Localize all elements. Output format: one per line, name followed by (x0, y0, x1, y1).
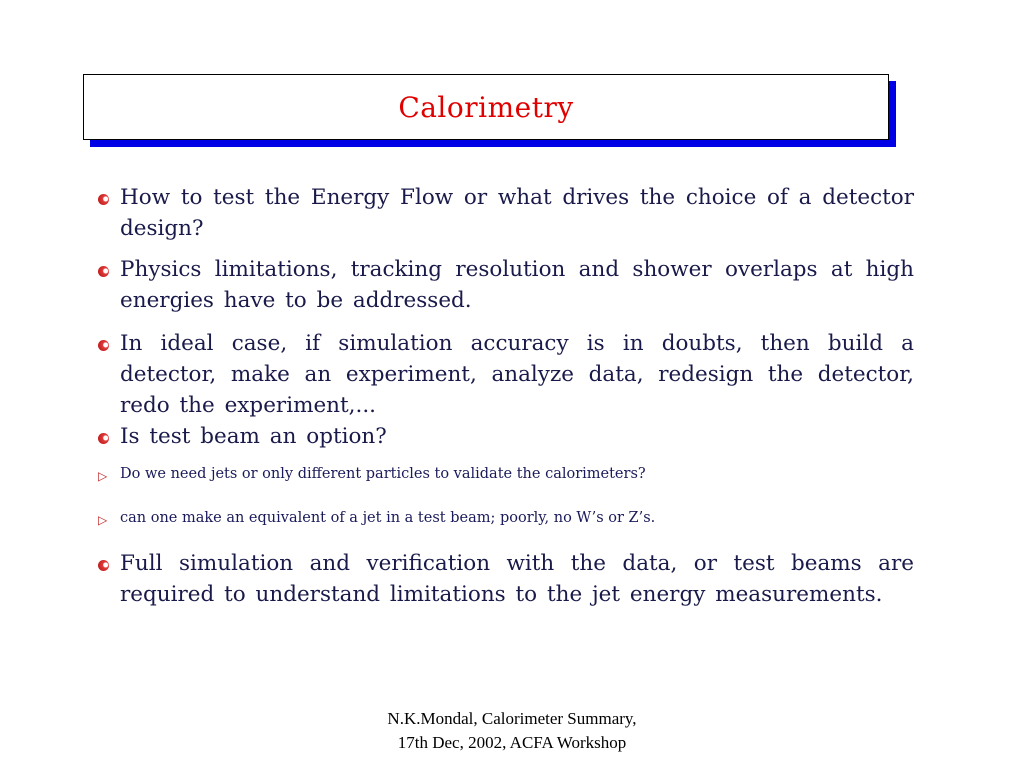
footer-line-2: 17th Dec, 2002, ACFA Workshop (397, 733, 627, 752)
sub-bullet-item (98, 508, 914, 528)
sub-bullet-text: Do we need jets or only different particles to validate the calorimeters? (120, 466, 646, 482)
bullet-text: Full simulation and verification with the data, or test beams are required to understand limitations to the jet energy measurements. (120, 551, 914, 607)
triangle-arrow-icon: ▷ (98, 469, 108, 483)
bullet-text: How to test the Energy Flow or what drives the choice of a detector design? (120, 185, 914, 241)
bullet-text: Physics limitations, tracking resolution and shower overlaps at high energies have to be addressed. (120, 257, 914, 313)
bullet-item (98, 421, 914, 452)
red-ball-bullet-icon (98, 266, 109, 277)
slide-title: Calorimetry (398, 90, 574, 124)
title-box (83, 74, 889, 140)
red-ball-bullet-icon (98, 560, 109, 571)
triangle-arrow-icon: ▷ (98, 513, 108, 527)
sub-bullet-item (98, 464, 914, 484)
red-ball-bullet-icon (98, 194, 109, 205)
footer-line-1: N.K.Mondal, Calorimeter Summary, (387, 709, 637, 728)
slide-footer (0, 707, 1024, 755)
bullet-text: Is test beam an option? (120, 424, 387, 449)
bullet-item (98, 548, 914, 610)
slide-content (98, 182, 914, 610)
red-ball-bullet-icon (98, 433, 109, 444)
bullet-item (98, 328, 914, 421)
red-ball-bullet-icon (98, 340, 109, 351)
bullet-item (98, 254, 914, 316)
bullet-text: In ideal case, if simulation accuracy is in doubts, then build a detector, make an experiment, analyze data, redesign the detector, redo the experiment,... (120, 331, 914, 418)
bullet-item (98, 182, 914, 244)
sub-bullet-text: can one make an equivalent of a jet in a test beam; poorly, no W’s or Z’s. (120, 510, 656, 526)
